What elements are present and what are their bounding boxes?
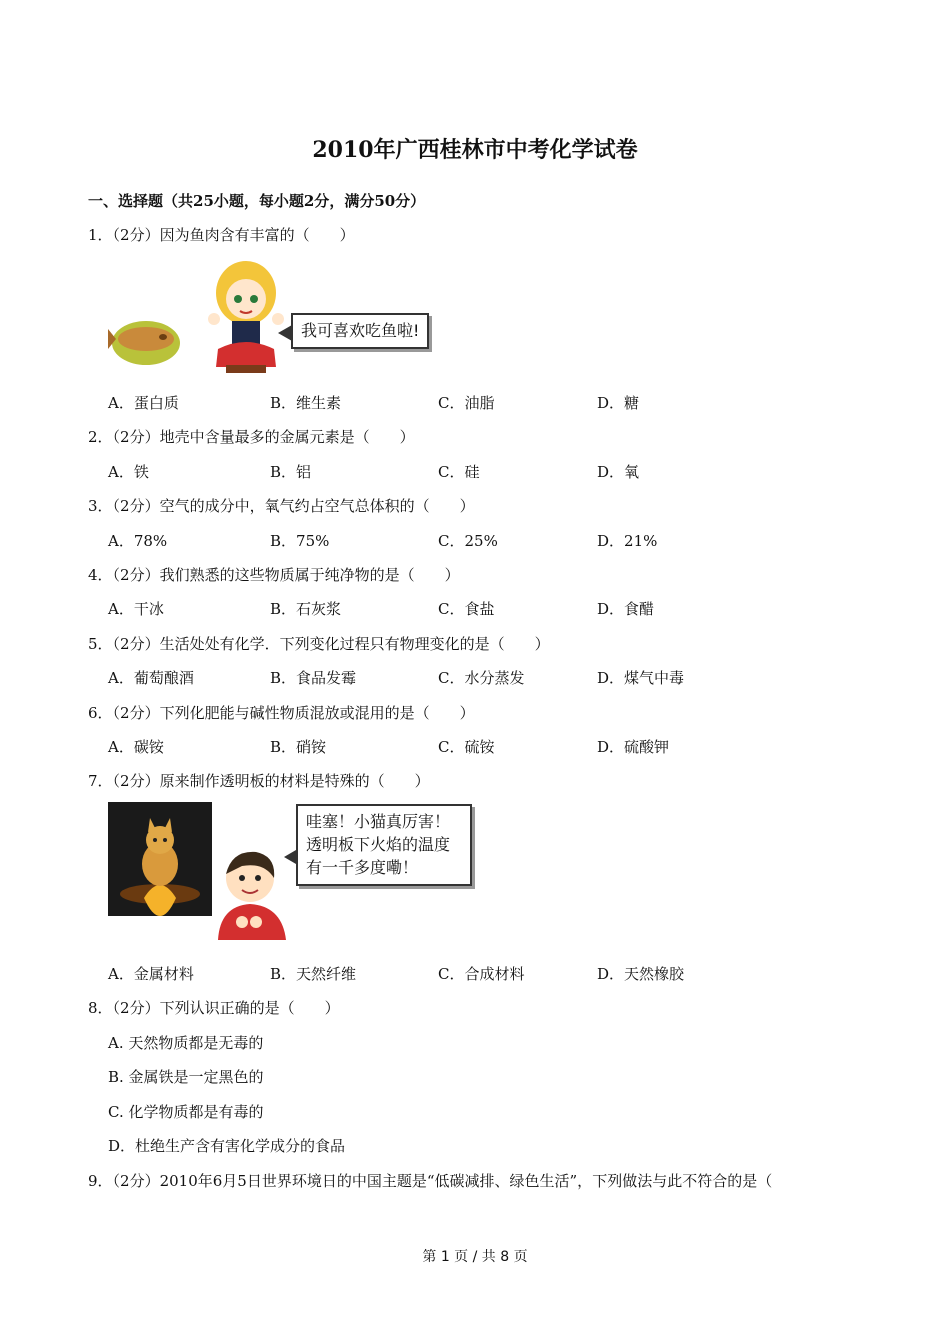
question-8-option-a[interactable]: A. 天然物质都是无毒的 — [108, 1034, 264, 1052]
speech-bubble — [291, 313, 429, 349]
question-3-stem: 3．（2分）空气的成分中，氧气约占空气总体积的（ ） — [88, 497, 475, 515]
question-9-stem: 9．（2分）2010年6月5日世界环境日的中国主题是“低碳减排、绿色生活”，下列做法与此不符合的是（ — [88, 1172, 773, 1190]
question-2-option-d[interactable]: D．氧 — [597, 463, 640, 481]
page-title: 2010年广西桂林市中考化学试卷 — [312, 137, 638, 163]
question-1-option-d[interactable]: D．糖 — [597, 394, 640, 412]
question-4-option-d[interactable]: D．食醋 — [597, 600, 655, 618]
question-5-option-b[interactable]: B．食品发霉 — [270, 669, 357, 687]
question-5-option-c[interactable]: C．水分蒸发 — [438, 669, 525, 687]
question-7-option-b[interactable]: B．天然纤维 — [270, 965, 357, 983]
cat-on-flame-image — [108, 802, 212, 916]
question-8-option-b[interactable]: B. 金属铁是一定黑色的 — [108, 1068, 264, 1086]
fish-dish-image — [108, 305, 188, 375]
question-6-option-d[interactable]: D．硫酸钾 — [597, 738, 670, 756]
question-5-stem: 5．（2分）生活处处有化学．下列变化过程只有物理变化的是（ ） — [88, 635, 550, 653]
question-2-option-a[interactable]: A．铁 — [108, 463, 149, 481]
question-6-option-a[interactable]: A．碳铵 — [108, 738, 164, 756]
question-6-option-b[interactable]: B．硝铵 — [270, 738, 327, 756]
question-2-stem: 2．（2分）地壳中含量最多的金属元素是（ ） — [88, 428, 415, 446]
question-4-option-b[interactable]: B．石灰浆 — [270, 600, 342, 618]
question-1-option-b[interactable]: B．维生素 — [270, 394, 342, 412]
question-1-stem: 1．（2分）因为鱼肉含有丰富的（ ） — [88, 226, 355, 244]
question-7-option-a[interactable]: A．金属材料 — [108, 965, 194, 983]
question-8-stem: 8．（2分）下列认识正确的是（ ） — [88, 999, 340, 1017]
girl-cartoon-image — [196, 255, 296, 377]
question-3-option-c[interactable]: C．25% — [438, 532, 498, 550]
question-2-option-c[interactable]: C．硅 — [438, 463, 480, 481]
question-4-stem: 4．（2分）我们熟悉的这些物质属于纯净物的是（ ） — [88, 566, 460, 584]
question-6-stem: 6．（2分）下列化肥能与碱性物质混放或混用的是（ ） — [88, 704, 475, 722]
speech-bubble-tail — [278, 325, 292, 341]
boy-cartoon-image — [212, 848, 292, 940]
question-1-option-a[interactable]: A．蛋白质 — [108, 394, 179, 412]
question-6-option-c[interactable]: C．硫铵 — [438, 738, 495, 756]
question-3-option-a[interactable]: A．78% — [108, 532, 168, 550]
question-7-option-d[interactable]: D．天然橡胶 — [597, 965, 685, 983]
question-5-option-d[interactable]: D．煤气中毒 — [597, 669, 685, 687]
section-heading: 一、选择题（共25小题，每小题2分，满分50分） — [88, 192, 426, 210]
speech-bubble-line: 透明板下火焰的温度 — [306, 835, 451, 854]
question-1-option-c[interactable]: C．油脂 — [438, 394, 495, 412]
question-7-illustration — [108, 802, 468, 942]
question-7-option-c[interactable]: C．合成材料 — [438, 965, 525, 983]
speech-bubble — [296, 804, 472, 886]
speech-bubble-tail — [284, 850, 296, 864]
speech-bubble-line: 哇塞！小猫真厉害！ — [306, 812, 451, 831]
question-3-option-b[interactable]: B．75% — [270, 532, 330, 550]
question-8-option-d[interactable]: D．杜绝生产含有害化学成分的食品 — [108, 1137, 346, 1155]
question-5-option-a[interactable]: A．葡萄酿酒 — [108, 669, 194, 687]
page-footer: 第 1 页 / 共 8 页 — [422, 1249, 528, 1265]
question-2-option-b[interactable]: B．铝 — [270, 463, 312, 481]
question-7-stem: 7．（2分）原来制作透明板的材料是特殊的（ ） — [88, 772, 430, 790]
speech-bubble-text: 我可喜欢吃鱼啦! — [301, 321, 420, 340]
question-4-option-a[interactable]: A．干冰 — [108, 600, 164, 618]
question-8-option-c[interactable]: C. 化学物质都是有毒的 — [108, 1103, 264, 1121]
question-4-option-c[interactable]: C．食盐 — [438, 600, 495, 618]
question-3-option-d[interactable]: D．21% — [597, 532, 658, 550]
speech-bubble-line: 有一千多度嘞！ — [306, 858, 419, 877]
question-1-illustration — [108, 255, 453, 377]
